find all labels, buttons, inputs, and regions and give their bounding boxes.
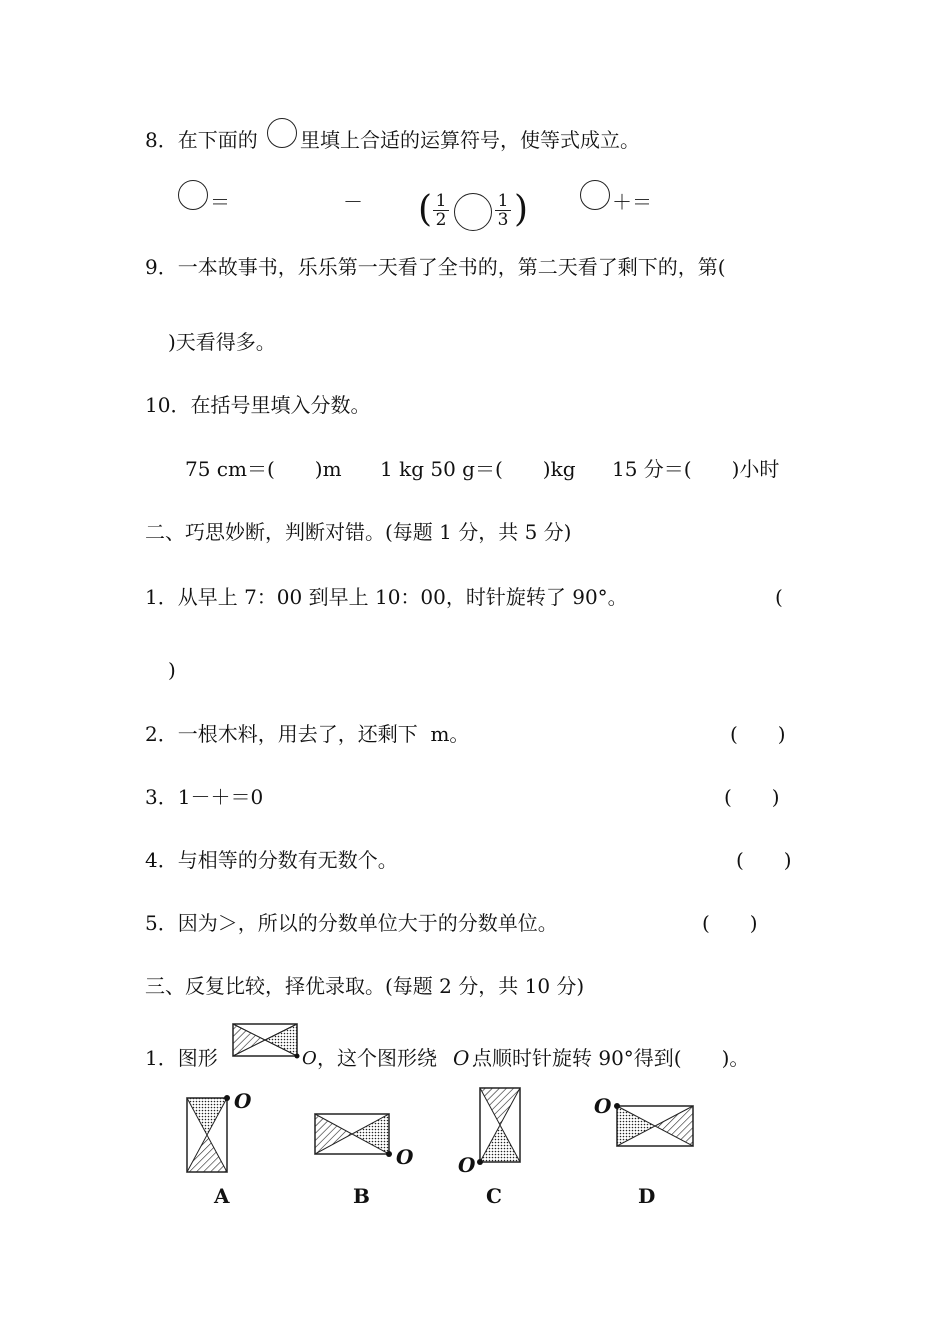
option-a-figure[interactable] (186, 1097, 228, 1173)
judge-item-5-paren[interactable]: ( ) (702, 911, 758, 935)
option-b-label[interactable]: B (353, 1184, 370, 1208)
frac-a-den: 2 (435, 210, 447, 230)
q8-expr2-minus: － (343, 190, 363, 214)
q9-line1: 9．一本故事书，乐乐第一天看了全书的，第二天看了剩下的，第( (145, 255, 726, 279)
option-c-label[interactable]: C (486, 1184, 502, 1208)
blank-circle-3[interactable] (580, 180, 610, 210)
q10-item1: 75 cm＝( )m (185, 457, 342, 481)
choice-q1-text-b: ，这个图形绕 (317, 1046, 437, 1070)
blank-circle-1[interactable] (178, 180, 208, 210)
q10-item3: 15 分＝( )小时 (612, 457, 780, 481)
q10-title: 10．在括号里填入分数。 (145, 393, 371, 417)
judge-item-1-paren-close[interactable]: ) (168, 658, 176, 682)
fraction-third (495, 192, 511, 229)
option-c-figure[interactable] (479, 1087, 521, 1163)
q10-item2: 1 kg 50 g＝( )kg (380, 457, 576, 481)
option-d-label[interactable]: D (638, 1184, 656, 1208)
judge-item-5: 5．因为＞，所以的分数单位大于的分数单位。 (145, 911, 558, 935)
judge-item-1-paren-open[interactable]: ( (775, 585, 783, 609)
judge-item-4: 4．与相等的分数有无数个。 (145, 848, 398, 872)
option-d-o-label: O (594, 1094, 612, 1118)
blank-circle-2[interactable] (454, 193, 492, 231)
right-paren: ) (514, 189, 529, 230)
option-a-label[interactable]: A (214, 1184, 230, 1208)
frac-a-num: 1 (433, 192, 449, 211)
judge-item-2-paren[interactable]: ( ) (730, 722, 786, 746)
option-b-figure[interactable] (314, 1113, 390, 1155)
judge-item-4-paren[interactable]: ( ) (736, 848, 792, 872)
q8-expr1-eq: ＝ (210, 190, 230, 214)
option-c-o-label: O (458, 1153, 476, 1177)
q9-line2: )天看得多。 (168, 330, 276, 354)
bowtie-figure (232, 1023, 298, 1057)
choice-q1-text-c: 点顺时针旋转 90°得到( )。 (472, 1046, 750, 1070)
blank-circle[interactable] (267, 118, 297, 148)
choice-q1-o: O (302, 1048, 317, 1069)
choice-q1-text-a: 1．图形 (145, 1046, 218, 1070)
fraction-half (433, 192, 449, 229)
judge-item-3: 3．1－＋＝0 (145, 785, 264, 809)
judge-item-3-paren[interactable]: ( ) (724, 785, 780, 809)
section3-heading: 三、反复比较，择优录取。(每题 2 分，共 10 分) (145, 974, 585, 998)
option-d-figure[interactable] (616, 1105, 694, 1147)
frac-b-num: 1 (495, 192, 511, 211)
q8-expr3-plus-eq: ＋＝ (612, 190, 652, 214)
q8-text-a: 8．在下面的 (145, 128, 258, 152)
judge-item-1: 1．从早上 7：00 到早上 10：00，时针旋转了 90°。 (145, 585, 628, 609)
choice-q1-o2: O (453, 1046, 470, 1070)
frac-b-den: 3 (497, 210, 509, 230)
left-paren: ( (418, 189, 433, 230)
judge-item-2: 2．一根木料，用去了，还剩下 m。 (145, 722, 470, 746)
option-a-o-label: O (234, 1089, 252, 1113)
option-b-o-label: O (396, 1145, 414, 1169)
section2-heading: 二、巧思妙断，判断对错。(每题 1 分，共 5 分) (145, 520, 572, 544)
q8-text-b: 里填上合适的运算符号，使等式成立。 (300, 128, 640, 152)
